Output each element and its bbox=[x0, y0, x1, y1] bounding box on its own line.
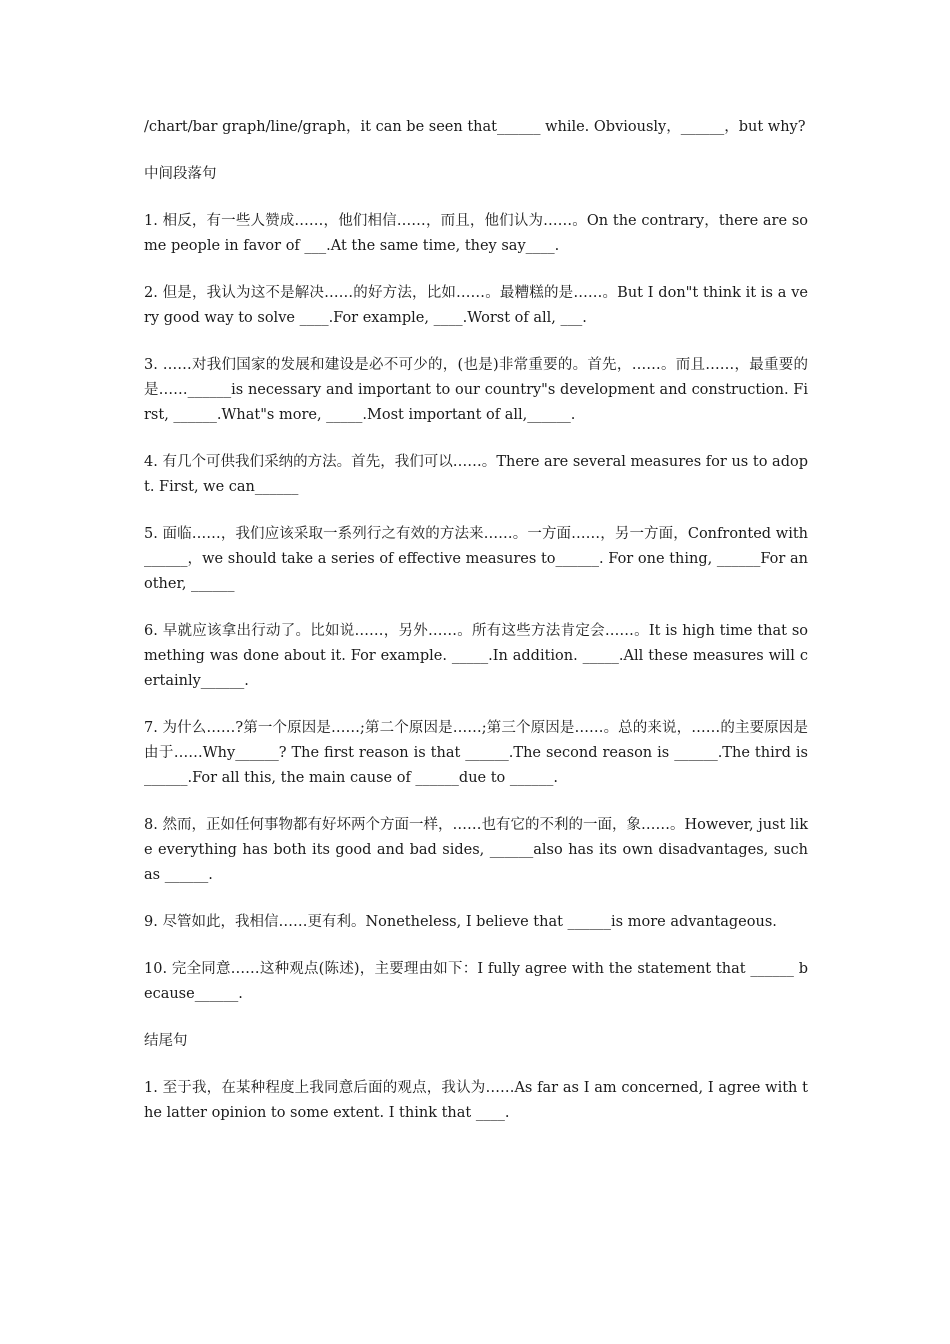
middle-item-3: 3. ……对我们国家的发展和建设是必不可少的，(也是)非常重要的。首先，……。而且……，最重要的是……______is necessary and important to our country"s development and construction. First, ______.What"s more, _____.Most important of all,______. bbox=[144, 357, 808, 423]
middle-item-5: 5. 面临……，我们应该采取一系列行之有效的方法来……。一方面……，另一方面，Confronted with______，we should take a series of effective measures to______. For one thing, ______For another, ______ bbox=[144, 526, 808, 592]
middle-section-heading: 中间段落句 bbox=[144, 166, 217, 182]
middle-item-2: 2. 但是，我认为这不是解决……的好方法，比如……。最糟糕的是……。But I don"t think it is a very good way to solve ____.For example, ____.Worst of all, ___. bbox=[144, 285, 808, 326]
middle-item-9: 9. 尽管如此，我相信……更有利。Nonetheless, I believe that ______is more advantageous. bbox=[144, 914, 777, 930]
middle-item-4: 4. 有几个可供我们采纳的方法。首先，我们可以……。There are several measures for us to adopt. First, we can______ bbox=[144, 454, 808, 495]
middle-item-8: 8. 然而，正如任何事物都有好坏两个方面一样，……也有它的不利的一面，象……。However, just like everything has both its good and bad sides, ______also has its own disadvantages, such as ______. bbox=[144, 817, 808, 883]
middle-item-7: 7. 为什么……?第一个原因是……;第二个原因是……;第三个原因是……。总的来说，……的主要原因是由于……Why______? The first reason is that ______.The second reason is ______.The third is ______.For all this, the main cause of ______due to ______. bbox=[144, 720, 808, 786]
ending-section-heading: 结尾句 bbox=[144, 1033, 188, 1049]
middle-item-6: 6. 早就应该拿出行动了。比如说……，另外……。所有这些方法肯定会……。It is high time that something was done about it. For example. _____.In addition. _____.All these measures will certainly______. bbox=[144, 623, 808, 689]
document-page bbox=[144, 115, 808, 1148]
middle-item-1: 1. 相反，有一些人赞成……，他们相信……，而且，他们认为……。On the contrary，there are some people in favor of ___.At the same time, they say____. bbox=[144, 213, 808, 254]
intro-paragraph: /chart/bar graph/line/graph，it can be seen that______ while. Obviously，______，but why? bbox=[144, 119, 806, 135]
ending-item-1: 1. 至于我，在某种程度上我同意后面的观点，我认为……As far as I am concerned, I agree with the latter opinion to some extent. I think that ____. bbox=[144, 1080, 808, 1121]
middle-item-10: 10. 完全同意……这种观点(陈述)，主要理由如下：I fully agree with the statement that ______ because______. bbox=[144, 961, 808, 1002]
